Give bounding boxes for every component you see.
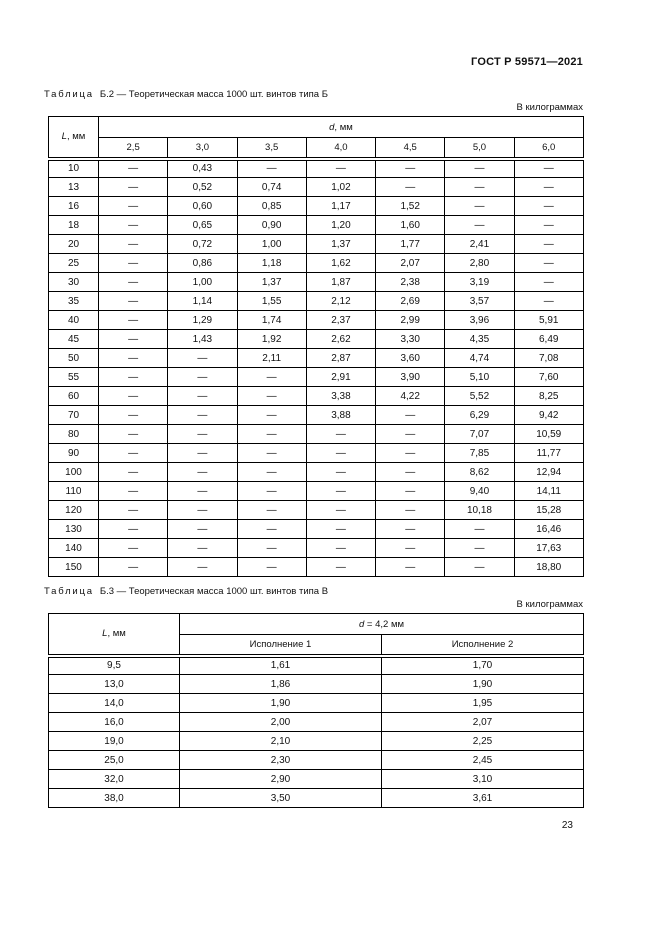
mass-cell: 11,77 [514, 444, 583, 463]
table-b2-header-row-2 [49, 138, 584, 159]
mass-cell: 3,19 [445, 273, 514, 292]
mass-cell: — [168, 520, 237, 539]
length-unit: , мм [66, 131, 86, 143]
table-row [49, 273, 584, 292]
mass-cell: 3,88 [306, 406, 375, 425]
column-header: 5,0 [445, 138, 514, 159]
table-row [49, 463, 584, 482]
table-b2 [48, 116, 584, 577]
mass-cell: — [376, 406, 445, 425]
table-row [49, 558, 584, 577]
mass-cell: 1,90 [180, 694, 382, 713]
length-cell: 90 [49, 444, 99, 463]
length-cell: 40 [49, 311, 99, 330]
mass-cell: — [514, 254, 583, 273]
diameter-unit: , мм [334, 121, 353, 133]
table-b3-length-header [49, 614, 180, 656]
mass-cell: 1,52 [376, 197, 445, 216]
mass-cell: — [99, 273, 168, 292]
table-row [49, 292, 584, 311]
mass-cell: 3,10 [382, 770, 584, 789]
length-cell: 32,0 [49, 770, 180, 789]
table-b3 [48, 613, 584, 808]
mass-cell: 2,25 [382, 732, 584, 751]
length-symbol: L [61, 131, 67, 143]
mass-cell: 1,17 [306, 197, 375, 216]
mass-cell: 3,96 [445, 311, 514, 330]
mass-cell: 1,62 [306, 254, 375, 273]
mass-cell: — [306, 159, 375, 178]
mass-cell: — [99, 425, 168, 444]
mass-cell: — [99, 482, 168, 501]
length-unit: , мм [107, 628, 126, 640]
mass-cell: 1,61 [180, 656, 382, 675]
mass-cell: 1,37 [237, 273, 306, 292]
mass-cell: 2,90 [180, 770, 382, 789]
length-cell: 55 [49, 368, 99, 387]
mass-cell: — [306, 520, 375, 539]
length-cell: 10 [49, 159, 99, 178]
mass-cell: 8,62 [445, 463, 514, 482]
column-header: Исполнение 1 [180, 635, 382, 656]
mass-cell: — [376, 444, 445, 463]
mass-cell: — [168, 368, 237, 387]
table-row [49, 539, 584, 558]
mass-cell: 2,41 [445, 235, 514, 254]
mass-cell: — [376, 425, 445, 444]
table-b2-caption-text: Б.2 — Теоретическая масса 1000 шт. винтов типа Б [99, 89, 328, 100]
mass-cell: 3,90 [376, 368, 445, 387]
mass-cell: — [99, 387, 168, 406]
table-row [49, 159, 584, 178]
mass-cell: 9,40 [445, 482, 514, 501]
mass-cell: 1,86 [180, 675, 382, 694]
table-row [49, 789, 584, 808]
mass-cell: — [99, 406, 168, 425]
mass-cell: 12,94 [514, 463, 583, 482]
mass-cell: 9,42 [514, 406, 583, 425]
mass-cell: — [306, 444, 375, 463]
mass-cell: — [514, 216, 583, 235]
table-b2-header [49, 117, 584, 159]
mass-cell: — [237, 387, 306, 406]
mass-cell: 2,87 [306, 349, 375, 368]
mass-cell: — [445, 197, 514, 216]
mass-cell: — [514, 178, 583, 197]
mass-cell: 2,00 [180, 713, 382, 732]
length-cell: 140 [49, 539, 99, 558]
mass-cell: — [376, 159, 445, 178]
table-row [49, 694, 584, 713]
table-row [49, 501, 584, 520]
length-cell: 45 [49, 330, 99, 349]
mass-cell: — [376, 520, 445, 539]
table-row [49, 216, 584, 235]
mass-cell: 17,63 [514, 539, 583, 558]
mass-cell: — [237, 425, 306, 444]
mass-cell: 2,12 [306, 292, 375, 311]
mass-cell: 1,14 [168, 292, 237, 311]
mass-cell: — [168, 558, 237, 577]
table-row [49, 713, 584, 732]
mass-cell: 2,11 [237, 349, 306, 368]
mass-cell: 2,99 [376, 311, 445, 330]
mass-cell: — [306, 482, 375, 501]
mass-cell: 2,10 [180, 732, 382, 751]
mass-cell: 1,60 [376, 216, 445, 235]
mass-cell: 1,18 [237, 254, 306, 273]
table-row [49, 197, 584, 216]
mass-cell: 1,00 [168, 273, 237, 292]
table-b2-caption [44, 89, 583, 100]
mass-cell: — [168, 539, 237, 558]
table-row [49, 387, 584, 406]
mass-cell: 0,60 [168, 197, 237, 216]
mass-cell: 2,07 [382, 713, 584, 732]
mass-cell: 5,10 [445, 368, 514, 387]
table-row [49, 368, 584, 387]
mass-cell: 3,57 [445, 292, 514, 311]
length-cell: 120 [49, 501, 99, 520]
length-cell: 100 [49, 463, 99, 482]
mass-cell: 1,74 [237, 311, 306, 330]
table-row [49, 235, 584, 254]
mass-cell: 4,74 [445, 349, 514, 368]
length-cell: 60 [49, 387, 99, 406]
mass-cell: 18,80 [514, 558, 583, 577]
mass-cell: — [237, 444, 306, 463]
mass-cell: 1,70 [382, 656, 584, 675]
mass-cell: 1,02 [306, 178, 375, 197]
mass-cell: 0,72 [168, 235, 237, 254]
table-b2-body [49, 159, 584, 577]
mass-cell: — [514, 235, 583, 254]
table-b2-header-row-1 [49, 117, 584, 138]
mass-cell: 1,37 [306, 235, 375, 254]
mass-cell: — [237, 406, 306, 425]
mass-cell: — [306, 501, 375, 520]
mass-cell: — [99, 235, 168, 254]
mass-cell: — [376, 539, 445, 558]
mass-cell: 2,91 [306, 368, 375, 387]
mass-cell: — [168, 482, 237, 501]
mass-cell: 1,77 [376, 235, 445, 254]
mass-cell: 7,07 [445, 425, 514, 444]
table-row [49, 406, 584, 425]
length-cell: 80 [49, 425, 99, 444]
length-cell: 130 [49, 520, 99, 539]
mass-cell: — [237, 501, 306, 520]
mass-cell: — [237, 463, 306, 482]
mass-cell: — [99, 311, 168, 330]
table-row [49, 770, 584, 789]
table-b2-caption-word: Таблица [44, 89, 94, 100]
length-cell: 110 [49, 482, 99, 501]
table-row [49, 349, 584, 368]
mass-cell: 2,37 [306, 311, 375, 330]
mass-cell: — [376, 482, 445, 501]
mass-cell: — [514, 159, 583, 178]
mass-cell: 6,49 [514, 330, 583, 349]
mass-cell: 15,28 [514, 501, 583, 520]
table-row [49, 520, 584, 539]
mass-cell: — [168, 387, 237, 406]
mass-cell: 16,46 [514, 520, 583, 539]
mass-cell: — [99, 216, 168, 235]
mass-cell: — [99, 463, 168, 482]
table-b3-header-row-1 [49, 614, 584, 635]
mass-cell: 2,80 [445, 254, 514, 273]
mass-cell: 5,91 [514, 311, 583, 330]
column-header: 6,0 [514, 138, 583, 159]
mass-cell: — [237, 539, 306, 558]
mass-cell: 7,08 [514, 349, 583, 368]
mass-cell: — [376, 463, 445, 482]
mass-cell: — [99, 444, 168, 463]
mass-cell: 4,22 [376, 387, 445, 406]
mass-cell: — [99, 349, 168, 368]
table-row [49, 444, 584, 463]
mass-cell: 2,30 [180, 751, 382, 770]
table-b3-caption [44, 586, 583, 597]
mass-cell: 1,92 [237, 330, 306, 349]
column-header: 4,5 [376, 138, 445, 159]
mass-cell: 10,18 [445, 501, 514, 520]
mass-cell: 3,50 [180, 789, 382, 808]
diameter-value: = 4,2 мм [364, 618, 405, 630]
table-b3-units-note: В килограммах [516, 599, 583, 610]
mass-cell: — [445, 558, 514, 577]
mass-cell: 5,52 [445, 387, 514, 406]
table-row [49, 254, 584, 273]
mass-cell: — [99, 520, 168, 539]
mass-cell: — [237, 159, 306, 178]
mass-cell: 14,11 [514, 482, 583, 501]
mass-cell: 2,38 [376, 273, 445, 292]
mass-cell: — [376, 501, 445, 520]
standard-number-header: ГОСТ Р 59571—2021 [471, 56, 583, 68]
mass-cell: — [237, 520, 306, 539]
mass-cell: 3,60 [376, 349, 445, 368]
mass-cell: — [99, 159, 168, 178]
mass-cell: — [514, 197, 583, 216]
table-b3-caption-word: Таблица [44, 586, 94, 597]
mass-cell: — [306, 558, 375, 577]
page-number: 23 [561, 820, 573, 831]
mass-cell: — [168, 463, 237, 482]
mass-cell: 8,25 [514, 387, 583, 406]
length-cell: 38,0 [49, 789, 180, 808]
column-header: 3,0 [168, 138, 237, 159]
diameter-symbol: d [329, 121, 335, 133]
length-cell: 50 [49, 349, 99, 368]
mass-cell: 1,29 [168, 311, 237, 330]
mass-cell: — [99, 178, 168, 197]
mass-cell: 2,62 [306, 330, 375, 349]
mass-cell: 1,87 [306, 273, 375, 292]
table-row [49, 311, 584, 330]
length-cell: 19,0 [49, 732, 180, 751]
mass-cell: — [306, 463, 375, 482]
mass-cell: 7,85 [445, 444, 514, 463]
mass-cell: — [99, 539, 168, 558]
mass-cell: — [306, 425, 375, 444]
table-row [49, 178, 584, 197]
mass-cell: 3,61 [382, 789, 584, 808]
mass-cell: 1,90 [382, 675, 584, 694]
column-header: 3,5 [237, 138, 306, 159]
mass-cell: — [99, 330, 168, 349]
mass-cell: 4,35 [445, 330, 514, 349]
mass-cell: — [306, 539, 375, 558]
mass-cell: 1,20 [306, 216, 375, 235]
mass-cell: — [445, 216, 514, 235]
mass-cell: — [168, 425, 237, 444]
diameter-symbol: d [358, 618, 365, 630]
table-b2-diameter-spanner [99, 117, 584, 138]
table-b2-length-header [49, 117, 99, 159]
mass-cell: — [99, 197, 168, 216]
mass-cell: 1,43 [168, 330, 237, 349]
mass-cell: 3,38 [306, 387, 375, 406]
mass-cell: — [99, 501, 168, 520]
mass-cell: 0,43 [168, 159, 237, 178]
mass-cell: 6,29 [445, 406, 514, 425]
mass-cell: — [514, 273, 583, 292]
mass-cell: — [445, 520, 514, 539]
mass-cell: — [168, 501, 237, 520]
mass-cell: — [237, 482, 306, 501]
table-row [49, 425, 584, 444]
mass-cell: — [237, 558, 306, 577]
column-header: 4,0 [306, 138, 375, 159]
table-row [49, 656, 584, 675]
length-cell: 13,0 [49, 675, 180, 694]
mass-cell: — [376, 178, 445, 197]
length-cell: 18 [49, 216, 99, 235]
mass-cell: 2,45 [382, 751, 584, 770]
table-b3-caption-text: Б.3 — Теоретическая масса 1000 шт. винтов типа В [99, 586, 329, 597]
table-row [49, 732, 584, 751]
mass-cell: — [237, 368, 306, 387]
table-b3-diameter-spanner [180, 614, 584, 635]
mass-cell: — [514, 292, 583, 311]
mass-cell: 1,00 [237, 235, 306, 254]
length-cell: 35 [49, 292, 99, 311]
length-cell: 70 [49, 406, 99, 425]
table-b3-body [49, 656, 584, 808]
table-b2-units-note: В килограммах [516, 102, 583, 113]
mass-cell: 10,59 [514, 425, 583, 444]
length-symbol: L [102, 628, 108, 640]
mass-cell: — [99, 368, 168, 387]
mass-cell: 0,52 [168, 178, 237, 197]
table-row [49, 482, 584, 501]
column-header: Исполнение 2 [382, 635, 584, 656]
mass-cell: — [168, 444, 237, 463]
mass-cell: 7,60 [514, 368, 583, 387]
column-header: 2,5 [99, 138, 168, 159]
length-cell: 14,0 [49, 694, 180, 713]
length-cell: 150 [49, 558, 99, 577]
length-cell: 30 [49, 273, 99, 292]
length-cell: 13 [49, 178, 99, 197]
length-cell: 16 [49, 197, 99, 216]
length-cell: 16,0 [49, 713, 180, 732]
mass-cell: 2,07 [376, 254, 445, 273]
mass-cell: 0,86 [168, 254, 237, 273]
mass-cell: 1,95 [382, 694, 584, 713]
mass-cell: — [99, 254, 168, 273]
mass-cell: — [168, 349, 237, 368]
table-row [49, 330, 584, 349]
table-b3-header [49, 614, 584, 656]
mass-cell: 0,90 [237, 216, 306, 235]
length-cell: 9,5 [49, 656, 180, 675]
mass-cell: 0,85 [237, 197, 306, 216]
mass-cell: 0,74 [237, 178, 306, 197]
mass-cell: 2,69 [376, 292, 445, 311]
length-cell: 25 [49, 254, 99, 273]
length-cell: 25,0 [49, 751, 180, 770]
mass-cell: 3,30 [376, 330, 445, 349]
mass-cell: — [99, 558, 168, 577]
mass-cell: — [99, 292, 168, 311]
mass-cell: — [445, 539, 514, 558]
mass-cell: 1,55 [237, 292, 306, 311]
mass-cell: — [445, 178, 514, 197]
mass-cell: 0,65 [168, 216, 237, 235]
mass-cell: — [168, 406, 237, 425]
mass-cell: — [376, 558, 445, 577]
table-row [49, 751, 584, 770]
length-cell: 20 [49, 235, 99, 254]
mass-cell: — [445, 159, 514, 178]
table-row [49, 675, 584, 694]
